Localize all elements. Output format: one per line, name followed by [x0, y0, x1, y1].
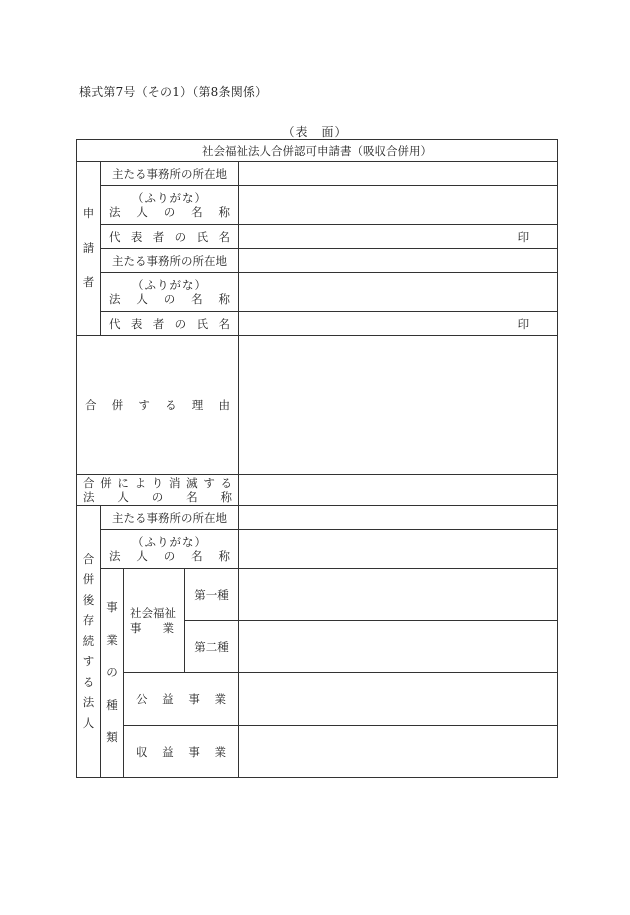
- form-number: 様式第7号（その1）（第8条関係）: [79, 85, 268, 99]
- profit-business-field[interactable]: [239, 726, 558, 778]
- second-class-label: 第二種: [185, 621, 239, 673]
- dissolved-corp-field[interactable]: [239, 475, 558, 506]
- public-interest-label: 公 益 事 業: [124, 673, 239, 726]
- surviving-corp-label: 合 併 後 存 続 す る 法 人: [77, 506, 101, 778]
- dissolved-corp-label: 合 併 に よ り 消 滅 す る 法 人 の 名 称: [77, 475, 239, 506]
- applicant2-name-label: （ふりがな） 法 人 の 名 称: [101, 273, 239, 312]
- applicant1-rep-field[interactable]: [239, 225, 558, 249]
- applicant1-address-label: 主たる事務所の所在地: [101, 162, 239, 186]
- profit-business-label: 収 益 事 業: [124, 726, 239, 778]
- applicant1-address-field[interactable]: [239, 162, 558, 186]
- applicant2-address-label: 主たる事務所の所在地: [101, 249, 239, 273]
- applicant2-address-field[interactable]: [239, 249, 558, 273]
- seal-mark: 印: [517, 229, 530, 244]
- surviving-name-field[interactable]: [239, 530, 558, 569]
- form-title: 社会福祉法人合併認可申請書（吸収合併用）: [77, 140, 558, 162]
- applicant1-rep-label: 代 表 者 の 氏 名: [101, 225, 239, 249]
- business-type-label: 事 業 の 種 類: [101, 569, 124, 778]
- surviving-address-field[interactable]: [239, 506, 558, 530]
- side-label: （表 面）: [282, 125, 348, 139]
- applicant2-rep-label: 代 表 者 の 氏 名: [101, 312, 239, 336]
- first-class-field[interactable]: [239, 569, 558, 621]
- application-form-table: [76, 139, 558, 778]
- applicant1-name-label: （ふりがな） 法 人 の 名 称: [101, 186, 239, 225]
- applicant2-rep-field[interactable]: [239, 312, 558, 336]
- public-interest-field[interactable]: [239, 673, 558, 726]
- applicant2-name-field[interactable]: [239, 273, 558, 312]
- merger-reason-field[interactable]: [239, 336, 558, 475]
- surviving-name-label: （ふりがな） 法 人 の 名 称: [101, 530, 239, 569]
- applicant-label: 申 請 者: [77, 162, 101, 336]
- merger-reason-label: 合 併 す る 理 由: [77, 336, 239, 475]
- seal-mark: 印: [517, 316, 530, 331]
- social-welfare-label: 社会福祉 事 業: [124, 569, 185, 673]
- applicant1-name-field[interactable]: [239, 186, 558, 225]
- surviving-address-label: 主たる事務所の所在地: [101, 506, 239, 530]
- second-class-field[interactable]: [239, 621, 558, 673]
- first-class-label: 第一種: [185, 569, 239, 621]
